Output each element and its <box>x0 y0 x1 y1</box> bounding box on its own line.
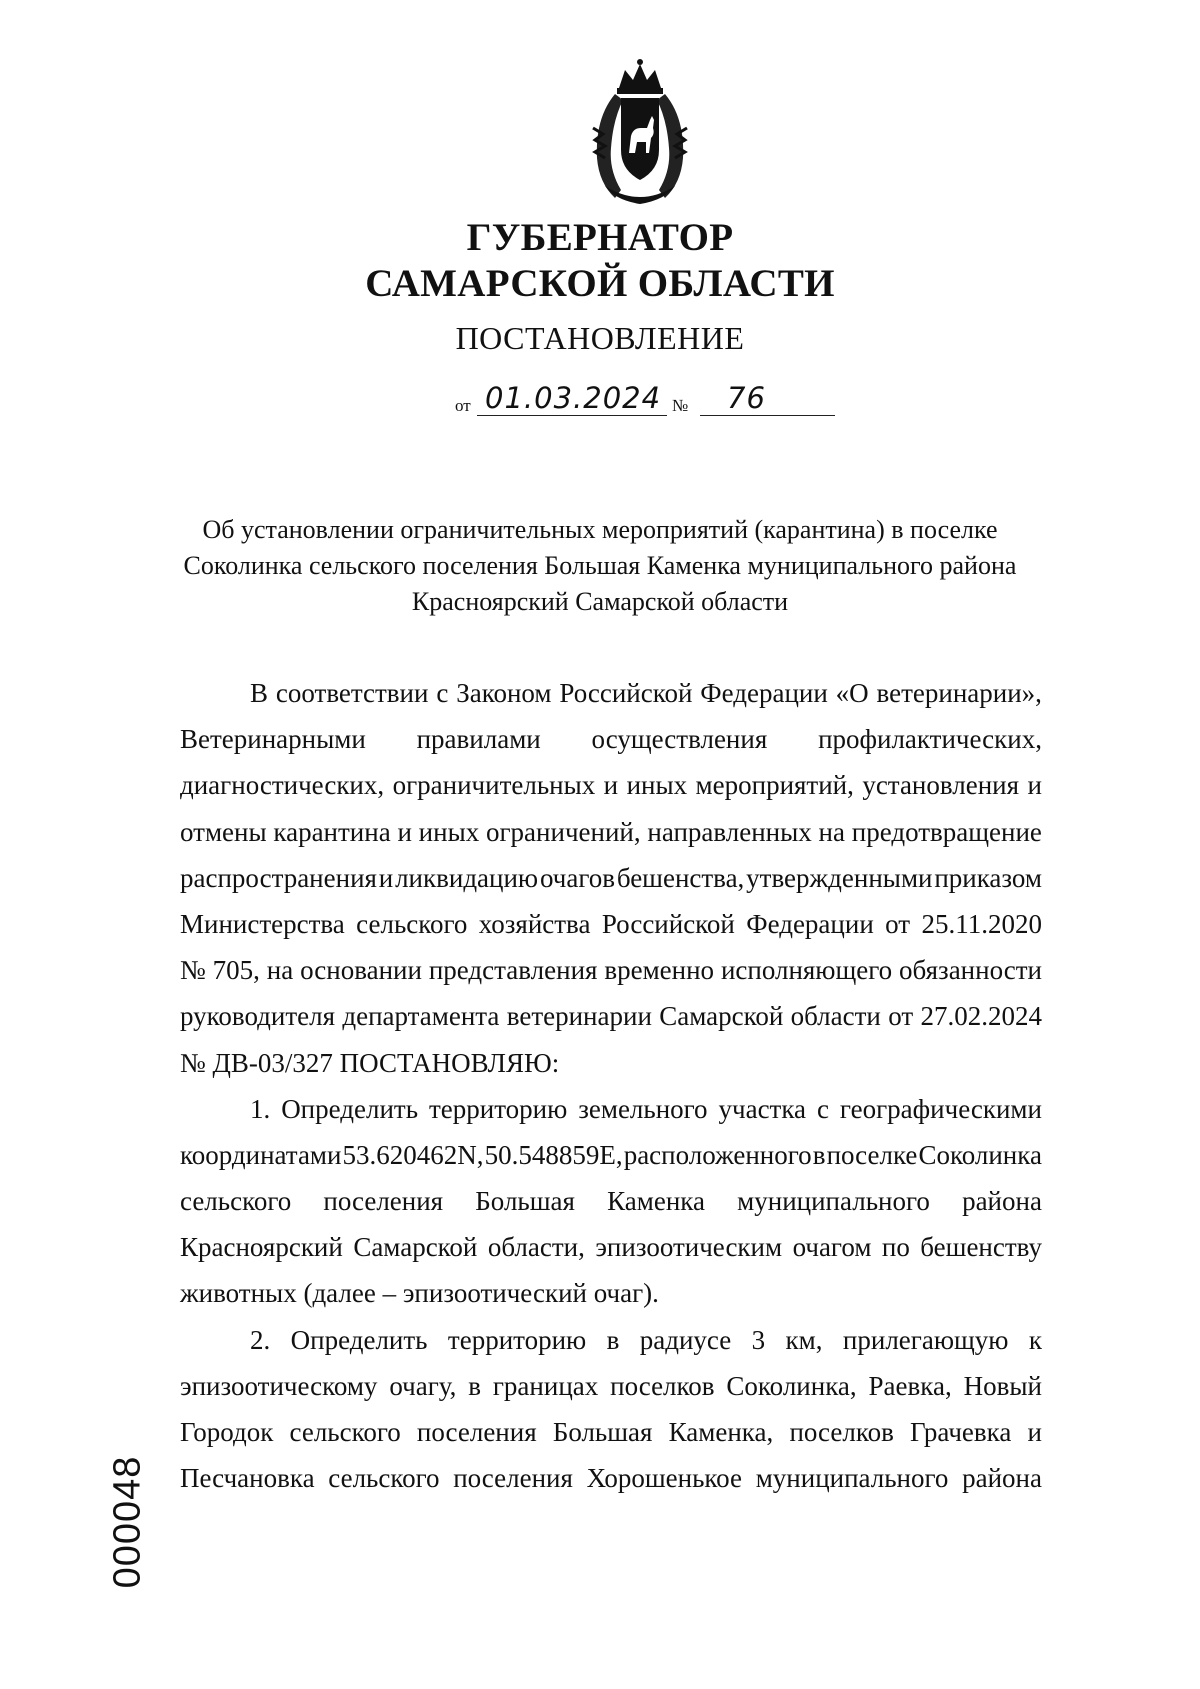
body-line: 2. Определить территорию в радиусе 3 км, прилегающую к <box>250 1324 1042 1355</box>
number-label: № <box>672 396 689 415</box>
coat-of-arms-icon <box>575 58 705 206</box>
subject-line: Соколинка сельского поселения Большая Каменка муниципального района <box>183 551 1017 580</box>
document-body <box>180 670 1042 1501</box>
number-underline <box>700 415 835 416</box>
subject-line: Об установлении ограничительных мероприятий (карантина) в поселке <box>202 515 998 544</box>
sheet-number-text: 000048 <box>106 1455 149 1589</box>
body-line: координатами 53.620462N, 50.548859E, расположенного в поселке Соколинка <box>180 1139 1042 1170</box>
subject-line: Красноярский Самарской области <box>411 587 789 616</box>
date-value: 01.03.2024 <box>485 381 662 415</box>
body-line: Министерства сельского хозяйства Российской Федерации от 25.11.2020 <box>180 908 1042 939</box>
body-line: эпизоотическому очагу, в границах поселков Соколинка, Раевка, Новый <box>180 1370 1042 1401</box>
body-line: руководителя департамента ветеринарии Самарской области от 27.02.2024 <box>180 1001 1042 1032</box>
date-underline <box>477 415 667 416</box>
body-line: отмены карантина и иных ограничений, направленных на предотвращение <box>180 816 1042 847</box>
body-line: Ветеринарными правилами осуществления профилактических, <box>180 724 1042 755</box>
body-line: сельского поселения Большая Каменка муниципального района <box>180 1186 1042 1217</box>
document-subject <box>160 512 1040 620</box>
issuer-title-line2: САМАРСКОЙ ОБЛАСТИ <box>365 262 835 305</box>
body-line: Городок сельского поселения Большая Каменка, поселков Грачевка и <box>180 1417 1042 1447</box>
body-line: № ДВ-03/327 ПОСТАНОВЛЯЮ: <box>180 1047 560 1078</box>
body-line: диагностических, ограничительных и иных мероприятий, установления и <box>180 770 1042 801</box>
document-type: ПОСТАНОВЛЕНИЕ <box>455 320 745 356</box>
body-line: Песчановка сельского поселения Хорошенькое муниципального района <box>180 1463 1042 1494</box>
issuer-title-line1: ГУБЕРНАТОР <box>466 216 734 259</box>
body-line: распространения и ликвидацию очагов бешенства, утвержденными приказом <box>180 862 1042 893</box>
body-line: В соответствии с Законом Российской Федерации «О ветеринарии», <box>250 678 1042 708</box>
body-line: 1. Определить территорию земельного участка с географическими <box>250 1093 1042 1124</box>
number-value: 76 <box>727 381 766 415</box>
body-line: Красноярский Самарской области, эпизоотическим очагом по бешенству <box>180 1232 1042 1263</box>
margin-sheet-number <box>88 1432 168 1612</box>
body-line: № 705, на основании представления временно исполняющего обязанности <box>180 955 1042 986</box>
date-number-line <box>455 378 835 424</box>
date-label: от <box>455 396 471 415</box>
body-line: животных (далее – эпизоотический очаг). <box>180 1278 659 1309</box>
